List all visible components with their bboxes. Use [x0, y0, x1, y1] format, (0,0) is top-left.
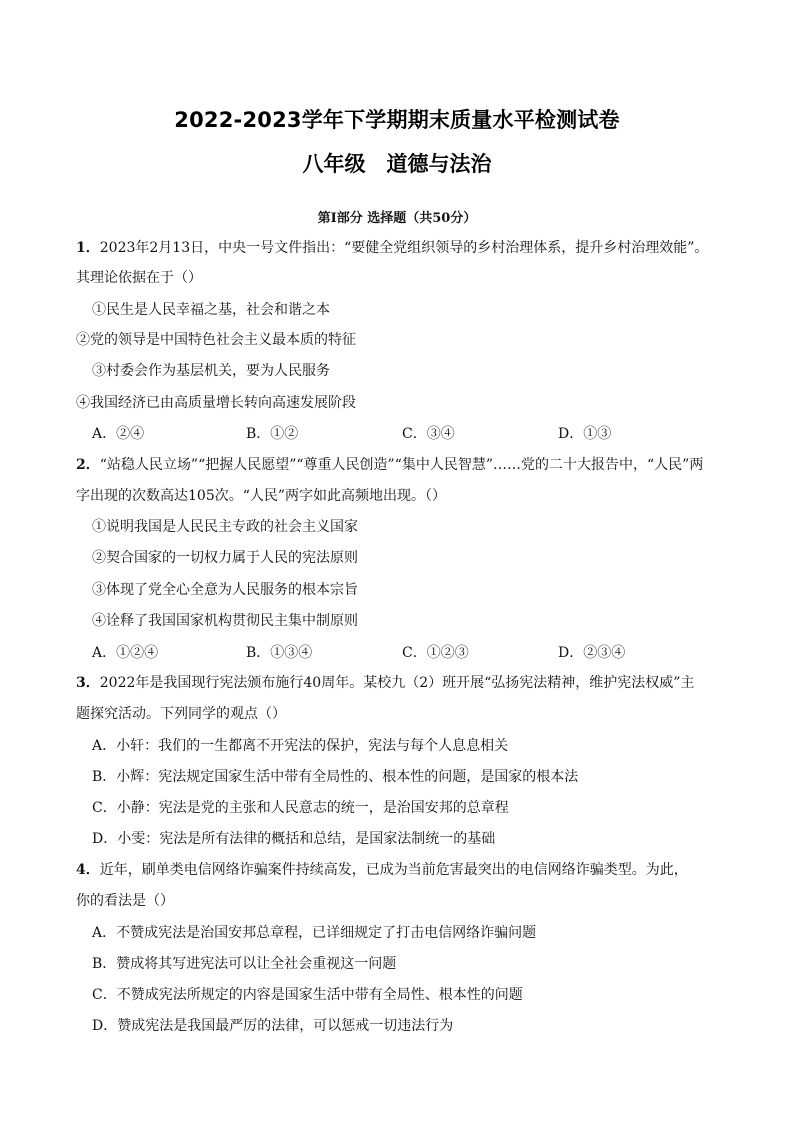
question-2-stem [76, 455, 703, 475]
question-text: “站稳人民立场”“把握人民愿望”“尊重人民创造”“集中人民智慧”……党的二十大报告中，“人民”两 [99, 457, 704, 473]
question-number: 3． [76, 675, 100, 691]
option-d[interactable]: D．小雯：宪法是所有法律的概括和总结，是国家法制统一的基础 [92, 831, 496, 847]
question-1-stem-cont: 其理论依据在于（） [76, 270, 202, 286]
statement-item: ①民生是人民幸福之基，社会和谐之本 [92, 302, 330, 318]
option-b[interactable]: B．赞成将其写进宪法可以让全社会重视这一问题 [92, 956, 397, 972]
question-2-stem-cont: 字出现的次数高达105次。“人民”两字如此高频地出现。（） [76, 488, 447, 504]
statement-item: ④我国经济已由高质量增长转向高速发展阶段 [76, 395, 356, 411]
exam-title: 2022-2023学年下学期期末质量水平检测试卷 [174, 108, 620, 132]
option-d[interactable]: D．赞成宪法是我国最严厉的法律，可以惩戒一切违法行为 [92, 1018, 454, 1034]
option-a[interactable]: A．不赞成宪法是治国安邦总章程，已详细规定了打击电信网络诈骗问题 [92, 925, 537, 941]
question-number: 4． [76, 862, 100, 878]
option-c[interactable]: C．③④ [402, 426, 455, 442]
statement-item: ③体现了党全心全意为人民服务的根本宗旨 [92, 582, 358, 598]
statement-item: ②契合国家的一切权力属于人民的宪法原则 [92, 550, 358, 566]
question-text: 近年，刷单类电信网络诈骗案件持续高发，已成为当前危害最突出的电信网络诈骗类型。为此， [99, 862, 688, 878]
question-3-stem-cont: 题探究活动。下列同学的观点（） [76, 706, 286, 722]
statement-item: ②党的领导是中国特色社会主义最本质的特征 [76, 332, 356, 348]
statement-item: ①说明我国是人民民主专政的社会主义国家 [92, 519, 358, 535]
question-number: 1． [76, 240, 100, 256]
option-a[interactable]: A．②④ [92, 426, 145, 442]
question-3-stem [76, 673, 694, 693]
option-d[interactable]: D．①③ [558, 426, 612, 442]
option-c[interactable]: C．①②③ [402, 645, 469, 661]
option-a[interactable]: A．小轩：我们的一生都离不开宪法的保护，宪法与每个人息息相关 [92, 738, 509, 754]
question-number: 2． [76, 457, 100, 473]
question-text: 2022年是我国现行宪法颁布施行40周年。某校九（2）班开展“弘扬宪法精神，维护宪法权威”主 [99, 675, 695, 691]
option-c[interactable]: C．小静：宪法是党的主张和人民意志的统一，是治国安邦的总章程 [92, 800, 509, 816]
statement-item: ④诠释了我国国家机构贯彻民主集中制原则 [92, 613, 358, 629]
option-a[interactable]: A．①②④ [92, 645, 159, 661]
question-text: 2023年2月13日，中央一号文件指出：“要健全党组织领导的乡村治理体系，提升乡村治理效能”。 [99, 240, 709, 256]
exam-subtitle: 八年级 道德与法治 [302, 152, 492, 176]
question-4-stem-cont: 你的看法是（） [76, 893, 174, 909]
option-b[interactable]: B．①② [246, 426, 299, 442]
option-b[interactable]: B．①③④ [246, 645, 313, 661]
question-1-stem [76, 238, 708, 258]
option-d[interactable]: D．②③④ [558, 645, 626, 661]
option-b[interactable]: B．小辉：宪法规定国家生活中带有全局性的、根本性的问题，是国家的根本法 [92, 769, 579, 785]
question-4-stem [76, 860, 688, 880]
statement-item: ③村委会作为基层机关，要为人民服务 [92, 363, 330, 379]
option-c[interactable]: C．不赞成宪法所规定的内容是国家生活中带有全局性、根本性的问题 [92, 987, 523, 1003]
section-heading: 第Ⅰ部分 选择题（共50分） [317, 211, 477, 226]
